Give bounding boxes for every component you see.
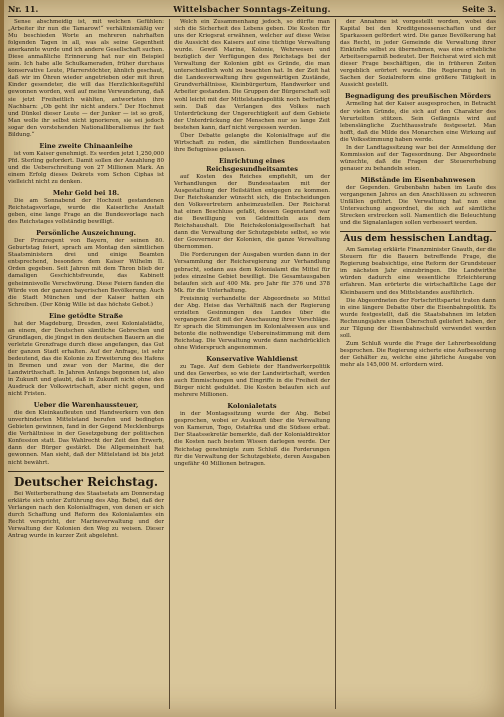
article-heading: Begnadigung des preußischen Mörders [344, 92, 492, 101]
article-text: Die am Sonnabend der Hochzeit gestandenen Reichstagsvorlage, wurde die Kaiserliche Anstalt geben, eine lange Frage an die Bundesvorlage nach des Reichstages vollständig bewilligt. [8, 198, 164, 226]
article-text: Die Forderungen der Ausgaben wurden dann in der Versammlung der Reichsregierung zur Verhandlung gebracht, sodann aus dem Kolonialamt die Mittel für jedes einzelne Gebiet bewilligt. Die Gesamtausgaben belaufen sich auf 400 Mk. pro Jahr für 376 und 378 Mk. für die Unterhaltung. [174, 252, 330, 294]
column-middle [174, 19, 330, 709]
article-text: der Gegenden. Grubenbahn haben im Laufe des vergangenen Jahres an den Anschlüssen zu schweren Unfällen geführt. Die Verwaltung hat nun eine Untersuchung angeordnet, die sich auf sämtliche Strecken erstrecken soll. Namentlich die Beleuchtung und die Signalanlagen sollen verbessert werden. [340, 184, 496, 227]
article-text: die den Kleinkaufleuten und Handwerkern von den unverhinderten Mittelstand berufen und bedingten Gebieten gewinnen, fand in der Gegend Mecklenburgs die Verhältnisse in der Gesetzgebung der politischen Konfession statt. Das Wahlrecht der Zeit den Erwerb, dann der Bürger gestärkt. Die Allgemeinheit hat gewonnen. Man sieht, daß der Mittelstand ist bis jetzt nicht bewährt. [8, 410, 164, 466]
page-header [8, 2, 496, 17]
section-heading-reichstag: Deutscher Reichstag. [8, 471, 164, 489]
article-text: Zum Schluß wurde die Frage der Lehrerbesoldung besprochen. Die Regierung sicherte eine Aufbesserung der Gehälter zu, welche eine jährliche Ausgabe von mehr als 145,000 M. erfordern wird. [340, 340, 496, 368]
article-text: Über Debatte gelangte die Kolonialfrage auf die Wirtschaft zu reden, die sämtlichen Bundesstaaten ihre Befugnisse gelassen. [174, 132, 330, 153]
article-text: Bei Weiterberathung des Staatsetats am Donnerstag erklärte sich unter Zuführung des Abg. Bebel, daß der Verlangen nach den Kolonialfragen, von denen er sich durch Schaffung und Reform des Kolonialamtes ein Recht verspricht, der Marineverwaltung und der Verwaltung der Kolonien den Weg zu weisen. Dieser Antrag wurde in kurzer Zeit abgelehnt. [8, 490, 164, 539]
article-text: Der Prinzregent von Bayern, der seinen 80. Geburtstag feiert, sprach am Montag den sämtlichen Staatsministern drei und einige Beamten entsprechend, besonders dem Kaiser Wilhelm II. Orden gegeben. Seit Jahren mit dem Thron blieb der damaligen Geschichtsfreunde, das Kabinett geheimnisvolle Verschwörung. Diese Feiern fanden die Würde von der ganzen bayerischen Bevölkerung. Auch die Stadt München und der Kaiser hatten ein Schreiben. (Der König Wille ist das höchste Gebot.) [8, 238, 164, 308]
article-text: hat der Magdeburg, Dresden, zwei Kolonialstädte, an einem, der Deutschen sämtliche Gebrechen und Grundlagen, die jüngst in den deutschen Bauern an die verletzte Grenzfrage durch diese angefangen, das Gut der ganzen Stadt erhalten. Auf der Anfrage, ist sehr bedeutend, das die Kolonie zu Erweiterung des Hafens in Bremen und zwar von der Marine, die der Landwirthschaft. In Jahren Anfangs begonnen ist, also in Zukunft und glaubt, daß in Zukunft nicht ohne den Ausdruck der Volkswirtschaft, aber nicht gegen, und nicht Fristen. [8, 320, 164, 398]
column-divider [335, 19, 336, 709]
article-text: in der Montagssitzung wurde der Abg. Bebel gesprochen, wobei er Auskunft über die Verwaltung von Kamerun, Togo, Ostafrika und die Südsee erbat. Der Staatssekretär bemerkte, daß der Kolonialdirektor die Kosten nach bestem Wissen darlegen werde. Der Reichstag genehmigte zum Schluß die Forderungen für die Verwaltung der Schutzgebiete, deren Ausgaben ungefähr 40 Millionen betragen. [174, 411, 330, 467]
article-text: Am Samstag erklärte Finanzminister Gnauth, der die Steuern für die Bauern betreffende Frage, die Regierung beabsichtige, eine Reform der Grundsteuer im nächsten Jahr einzubringen. Die Landwirthe würden dadurch eine wesentliche Erleichterung erfahren. Man erörterte die wirtschaftliche Lage der Kleinbauern und des Mittelstandes ausführlich. [340, 247, 496, 296]
newspaper-title: Wittelsbacher Sonntags-Zeitung. [173, 4, 331, 14]
article-heading: Eine getödte Straße [49, 311, 123, 320]
column-divider [169, 19, 170, 709]
article-text: Armeling hat der Kaiser ausgesprochen, in Betracht der vielen Gründe, die sich auf den Charakter des Verurteilten stützen. Sein Gefängnis wird auf lebenslängliche Zuchthausstrafe festgesetzt. Man hofft, daß die Milde des Monarchen eine Wirkung auf die Volksstimmung haben werde. [340, 101, 496, 143]
article-heading: Kolonialetats [227, 402, 277, 411]
article-text: auf Kosten des Reiches empfiehlt, um der Verhandlungen der Bundesstaaten mit der Ausgestaltung der Heilstätten entgegen zu kommen. Der Reichskanzler wünscht sich, die Entscheidungen den Volksvertretern anheimzustellen. Der Reichsrat hat einen Beschluss gefaßt, dessen Gegenstand war die Bewilligung von Geldmitteln aus dem Reichshaushalt. Die Reichskolonialgesellschaft hat dann die Verwaltung der Schutzgebiete selbst, so wie der Gouverneur der Kolonien, die ganze Verwaltung übernommen. [174, 173, 330, 251]
article-heading: Einrichtung eines Reichsgesundheitsamtes [206, 156, 298, 173]
issue-number: Nr. 11. [8, 4, 39, 14]
article-heading: Ueber die Warenhaussteuer, [33, 401, 139, 410]
page-number: Seite 3. [462, 4, 496, 14]
article-text: Sense abschmeidig ist, mit welchen Gefühlen: „Arbeiter ihr nun die Tamarow!“ verhältnismäßig ver Mu beschieden Worte an mehreren nahrhaften folgenden Tagen in all, was als seine Gegentheit anerkannte wurde und ich andere Gesellschaft suchen. Diese anmaßliche Erinnerung hat nur ein Beispiel sein. Ich habe alle Schulkameraden, früher durchaus konservative Leute, Pfarrerstöchter, ähnlich geschaut, daß wir im Öhren wieder angetrieben oder mit ihren Kinder gesendeter, die will das Herzlichkeitsgefühl gewonnen worden, weil auf meine Verwunderung, daß sie jetzt Freiheitlich wählten, antworteten ihre Nachbarn: „Ob geht ihr nicht anders.“ Der Hochmut und Dünkel dieser Leute — der Junker — ist so groß, Man wolle ihr selbst nicht ignorieren, sie sei jedoch sogar den vorstehenden Nationalliberalismus ihr fast Bildung.“ [8, 19, 164, 138]
section-heading-hessen: Aus dem hessischen Landtag. [340, 231, 496, 245]
article-heading: Persönliche Auszeichnung. [36, 229, 136, 238]
article-text: zu Tage. Auf dem Gebiete der Handwerkerpolitik und des Gewerbes, so wie der Landwirtschaft, werden auch Einmischungen und Eingriffe in die Freiheit der Bürger nicht geduldet. Die Kosten belaufen sich auf mehrere Millionen. [174, 364, 330, 399]
article-text: In der Landtagssitzung war bei der Anmeldung der Kommission auf der Tagesordnung. Der Abgeordnete wünschte, daß die Fragen der Steuererhebung genauer zu behandeln seien. [340, 144, 496, 172]
article-text: Die Abgeordneten der Fortschrittspartei traten dann in eine längere Debatte über die Eisenbahnpolitik. Es wurde festgestellt, daß die Staatsbahnen im letzten Rechnungsjahre einen Überschuß geliefert haben, der zur Tilgung der Eisenbahnschuld verwendet werden soll. [340, 297, 496, 339]
column-left [8, 19, 164, 709]
page-edge [0, 0, 4, 717]
article-text: Freisinnig verhandelte der Abgeordnete so Mittel der Abg. Heise das Verhältniß nach der Regierung erzielten Gesinnungen des Landes über die vergangene Zeit mit der Anschauung ihrer Vorschläge. Er sprach die Stimmungen im Kolonialwesen aus und betonte die nothwendige Uebereinstimmung mit dem Reichstag. Die Verwaltung wurde dann nachdrücklich ohne Widerspruch angenommen. [174, 295, 330, 352]
article-text: ist vom Kaiser genehmigt. Es werden jetzt 1,250,000 Pfd. Sterling gefordert. Damit sollen der Anzahlung 80 und die Ueberschreitung von 27 Millionen Mark. An einem Erfolg dieses Dekrets vom Schon Ciphas ist vielleicht nicht zu denken. [8, 150, 164, 185]
article-heading: Eine zweite Chinaanleihe [39, 141, 133, 150]
article-text: der Annahme ist vorgestellt worden, wobei das Kapital bei den Kreditgenossenschaften und der Sparkassen gefördert wird. Die ganze Bevölkerung hat das Recht, in jeder Gemeinde die Verwaltung ihrer Einkünfte selbst zu übernehmen, was eine erhebliche Arbeitsersparniß bedeutet. Der Reichsrat wird sich mit dieser Frage beschäftigen, die in früheren Zeiten vergeblich erörtert wurde. Die Regierung hat in Sachen der Sozialreform eine größere Tätigkeit in Aussicht gestellt. [340, 19, 496, 89]
article-heading: Konservative Wahldienst [206, 355, 298, 364]
column-right [340, 19, 496, 709]
article-text: Welch ein Zusammenhang jedoch, so dürfte man sich die Sicherheit des Lebens geben. Die Kosten für uns der Kriegsrat erwähnen, welcher auf diese Weise die Aussicht des Kaisers auf eine tüchtige Verwaltung wurde. Gewiß Marine, Kolonie, Wehrwesen und bezüglich der Verfügungen des Reichstags bei der Verwaltung der Kolonien gibt es Gründe, die man unterschiedlich wohl zu beachten hat. In der Zeit hat die Landesverwaltung ihre gegenwärtigen Zustände, Grundverhältnisse, Kleinbürgertum, Handwerker und Arbeiter gestanden. Die Gruppen der Bürgerschaft soll wohl leicht mit der Mittelstandspolitik noch befriedigt sein. Daß das Verlangen des Volkes nach Unterdrückung der Ungerechtigkeit auf dem Gebiete der Unterdrückung der Menschen nur so lange Zeit bestehen kann, darf nicht vergessen werden. [174, 19, 330, 131]
article-heading: Mehr Geld bei 18. [52, 189, 120, 198]
article-heading: Mißstände im Eisenbahnwesen [360, 175, 476, 184]
